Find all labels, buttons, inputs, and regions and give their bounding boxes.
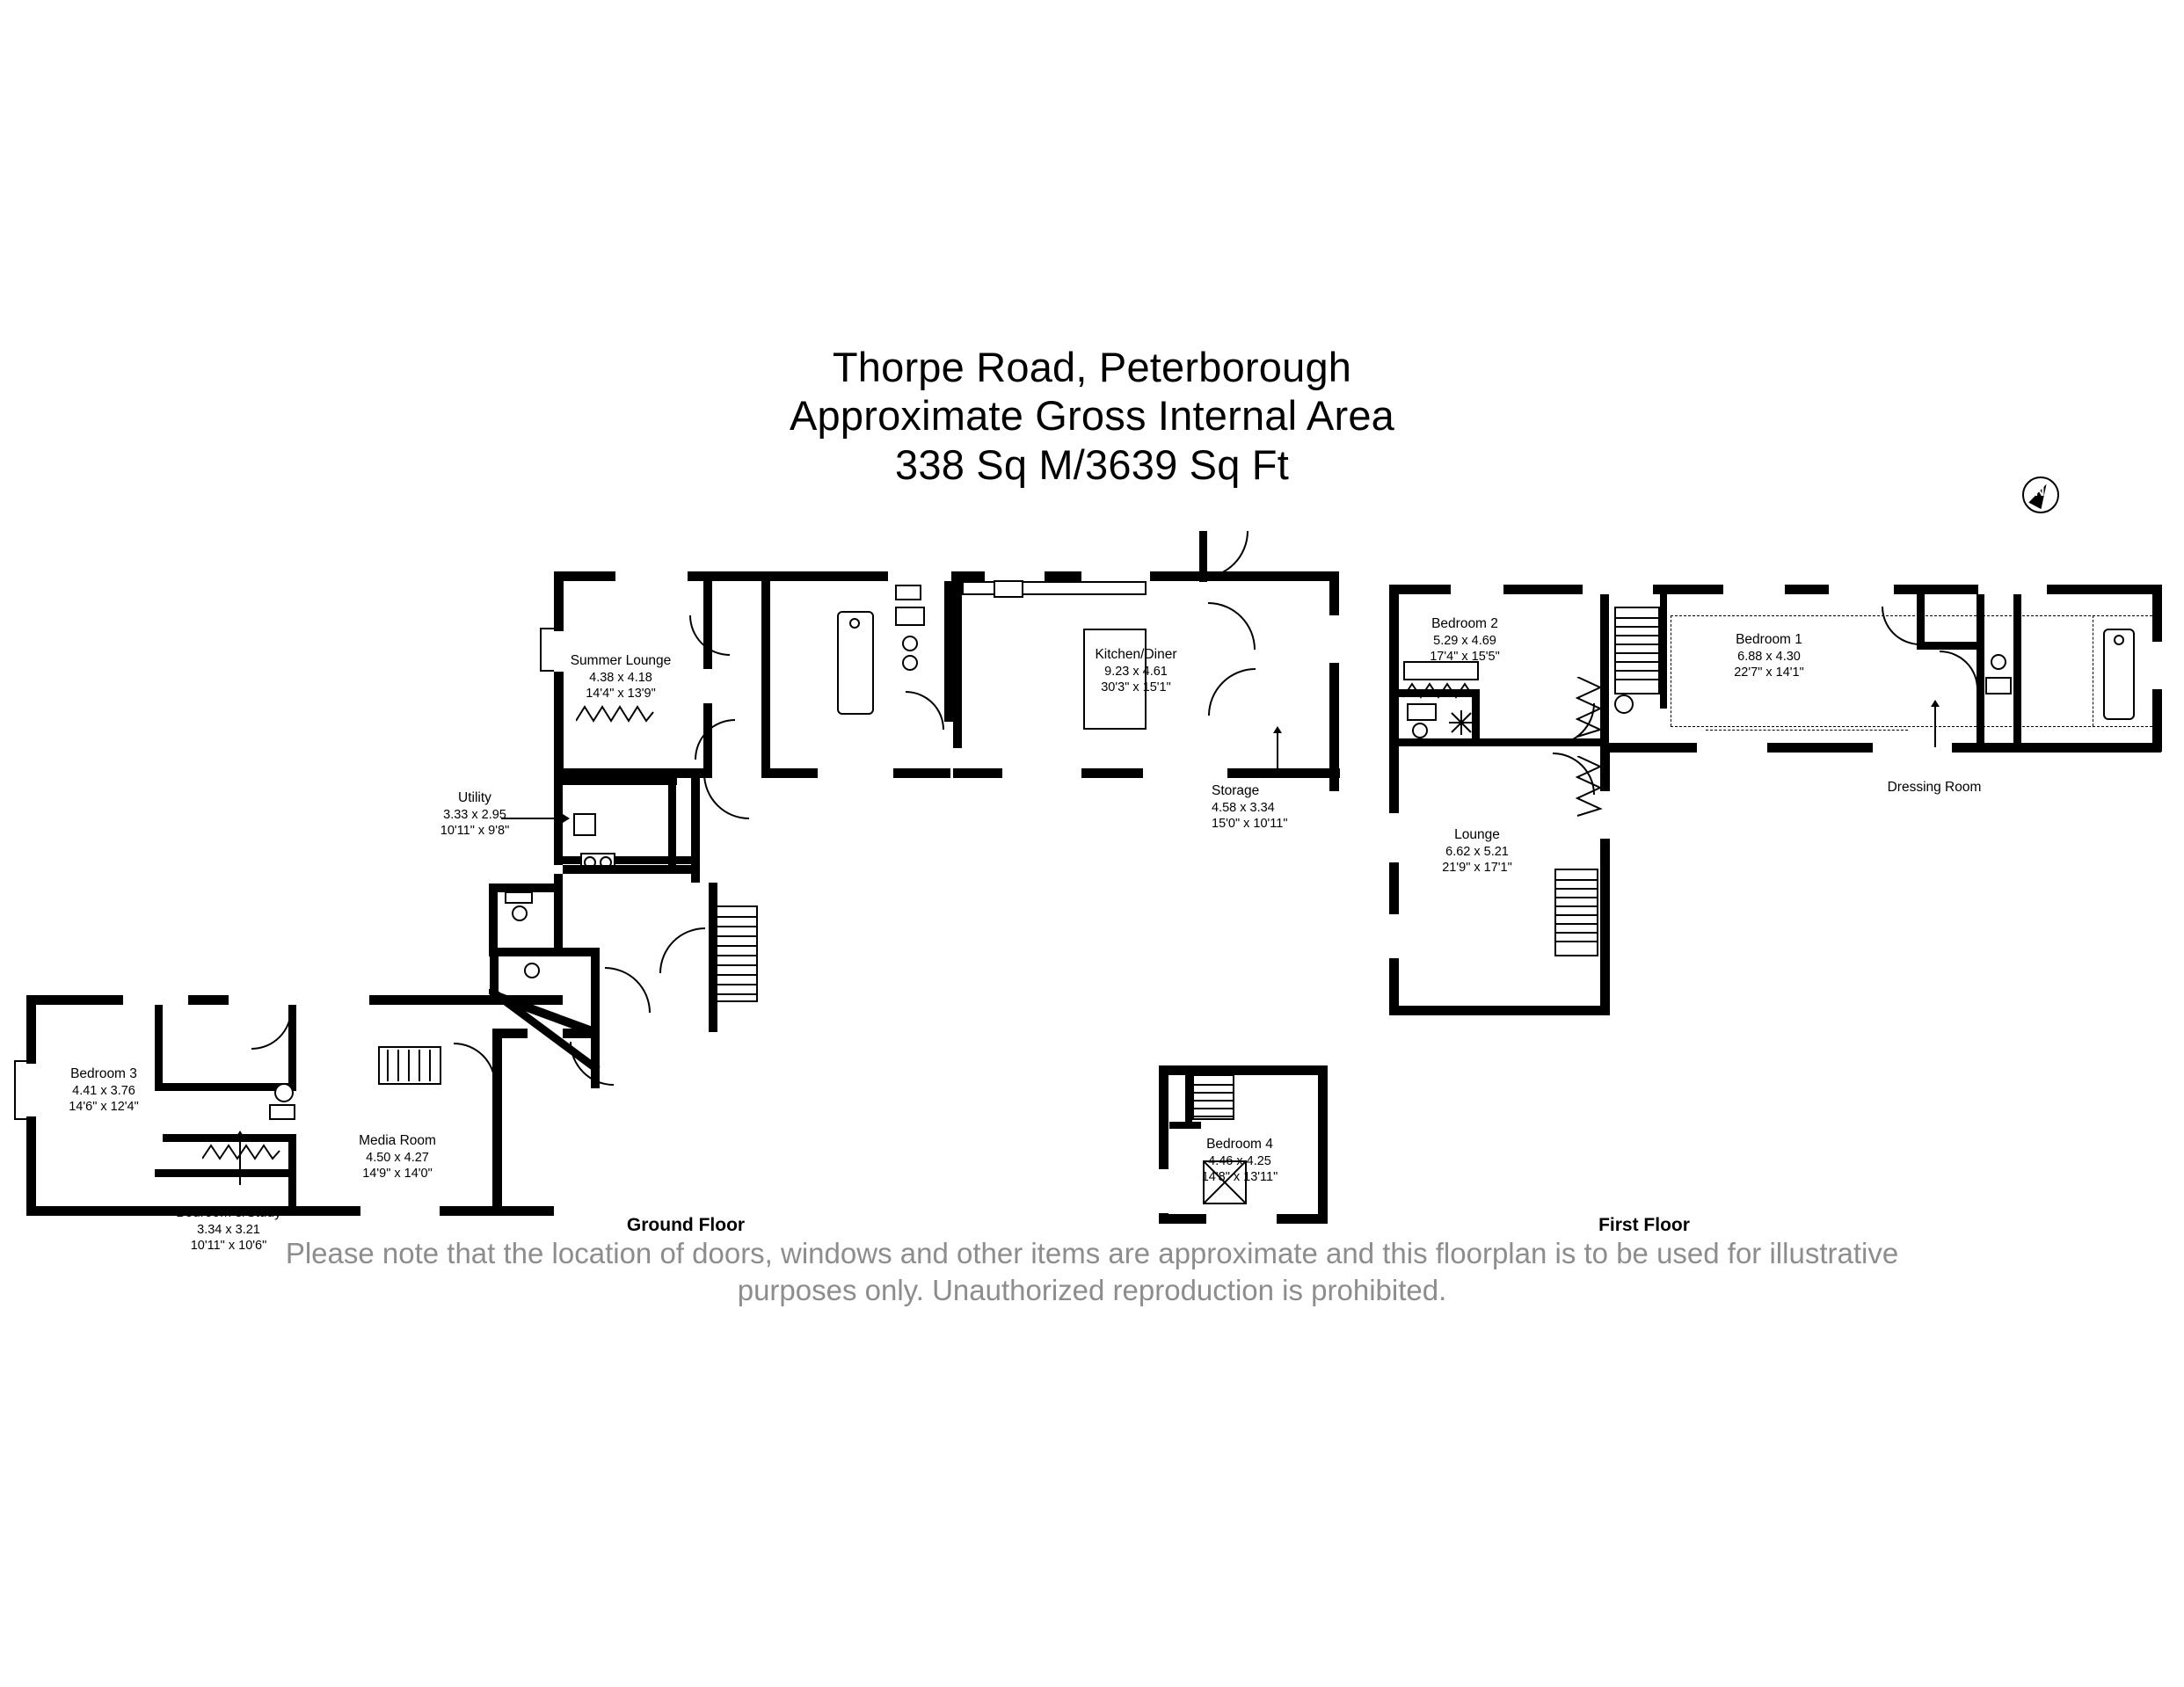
wall-segment (554, 768, 563, 865)
wall-segment (1389, 1006, 1609, 1015)
door-swing-icon (695, 719, 735, 760)
window-opening (888, 571, 951, 581)
wall-segment (2013, 594, 2021, 744)
title-line-area-caption: Approximate Gross Internal Area (789, 392, 1395, 440)
toilet-icon (902, 655, 918, 671)
sink-icon (573, 813, 596, 836)
window-mark (14, 1118, 26, 1120)
toilet-icon (512, 905, 528, 921)
wall-segment (563, 777, 677, 785)
door-swing-icon (1208, 602, 1256, 650)
bath-tap-icon (2114, 635, 2124, 645)
leader-arrowhead (563, 814, 570, 823)
toilet-icon (274, 1083, 294, 1102)
counter-icon (962, 581, 1147, 595)
compass-north-arrow-icon (2022, 476, 2061, 515)
leader-arrowhead (1931, 700, 1940, 707)
wall-segment (1977, 594, 1984, 744)
wall-segment (1917, 642, 1982, 650)
sink-icon (994, 580, 1023, 598)
window-opening (615, 571, 688, 581)
window-opening (1081, 571, 1150, 581)
wall-segment (1660, 594, 1667, 709)
wall-segment (163, 1134, 295, 1142)
floor-label-ground: Ground Floor (626, 1215, 746, 1235)
shower-icon (1449, 710, 1474, 735)
staircase-icon (714, 905, 758, 1002)
floor-label-first: First Floor (1598, 1215, 1690, 1235)
wall-segment (1169, 1122, 1201, 1129)
dashed-outline (1706, 730, 1908, 731)
window-opening (360, 1206, 440, 1216)
leader-line (1277, 730, 1278, 775)
title-line-address: Thorpe Road, Peterborough (832, 344, 1352, 390)
leader-arrowhead (236, 1131, 244, 1138)
window-opening (1583, 585, 1653, 594)
room-label-bedroom-3: Bedroom 3 4.41 x 3.76 14'6" x 12'4" (69, 1066, 139, 1115)
grate-bar (408, 1050, 410, 1081)
compass-north-label: N (2035, 484, 2045, 499)
wall-segment (1185, 1074, 1192, 1123)
window-opening (1143, 768, 1227, 778)
room-label-utility: Utility 3.33 x 2.95 10'11" x 9'8" (440, 790, 510, 839)
room-label-dressing-room: Dressing Room (1887, 780, 1982, 795)
sink-icon (1407, 703, 1437, 721)
grate-bar (419, 1050, 420, 1081)
staircase-icon (1554, 869, 1598, 956)
door-swing-icon (689, 615, 730, 656)
disclaimer-line-1: Please note that the location of doors, windows and other items are approximate and this floorplan is to be used for illustrative (285, 1237, 1899, 1269)
wall-segment (155, 1169, 295, 1177)
wall-segment (944, 581, 953, 722)
sink-icon (1985, 677, 2012, 694)
door-swing-icon (659, 927, 705, 973)
door-swing-icon (703, 774, 749, 819)
room-label-summer-lounge: Summer Lounge 4.38 x 4.18 14'4" x 13'9" (570, 653, 672, 702)
door-swing-icon (1882, 607, 1920, 645)
wall-segment (1159, 1065, 1328, 1075)
grate-bar (429, 1050, 431, 1081)
room-label-storage: Storage 4.58 x 3.34 15'0" x 10'11" (1212, 783, 1288, 832)
bath-tap-icon (849, 618, 860, 629)
window-opening (1329, 615, 1339, 663)
room-label-bedroom-1: Bedroom 1 6.88 x 4.30 22'7" x 14'1" (1734, 632, 1804, 680)
wall-segment (1329, 571, 1339, 791)
zigzag-partition-icon (1574, 677, 1607, 738)
toilet-icon (1991, 654, 2006, 670)
fireplace-icon (1403, 681, 1479, 701)
window-opening (1389, 914, 1399, 958)
window-opening (1723, 585, 1785, 594)
page-title (0, 343, 2184, 489)
window-opening (1829, 585, 1894, 594)
wall-segment (489, 948, 600, 956)
sink-icon (505, 891, 533, 904)
window-opening (1451, 585, 1503, 594)
wall-segment (761, 581, 770, 778)
sink-icon (895, 607, 925, 626)
wall-segment (668, 777, 676, 865)
dashed-outline (1671, 726, 2152, 727)
window-opening (123, 995, 188, 1005)
window-opening (1697, 743, 1767, 753)
newel-post-icon (1614, 694, 1634, 714)
sink-icon (269, 1104, 295, 1120)
wall-segment (709, 883, 717, 1032)
window-opening (1206, 1214, 1277, 1224)
staircase-icon (1614, 607, 1660, 694)
wall-segment (489, 883, 498, 954)
fireplace-icon (576, 703, 655, 724)
disclaimer-text (0, 1235, 2184, 1309)
wall-segment (563, 865, 700, 874)
room-label-bedroom-2: Bedroom 2 5.29 x 4.69 17'4" x 15'5" (1430, 616, 1500, 665)
window-opening (1002, 768, 1081, 778)
window-opening (1873, 743, 1952, 753)
room-label-lounge: Lounge 6.62 x 5.21 21'9" x 17'1" (1442, 827, 1512, 876)
disclaimer-line-2: purposes only. Unauthorized reproduction is prohibited. (737, 1274, 1447, 1307)
window-mark (14, 1060, 26, 1062)
grate-bar (387, 1050, 389, 1081)
leader-line (1934, 703, 1936, 747)
staircase-icon (1192, 1074, 1234, 1120)
fireplace-icon (202, 1143, 281, 1162)
room-label-bedroom-4: Bedroom 4 4.46 x 4.25 14'8" x 13'11" (1201, 1137, 1278, 1185)
title-line-area-value: 338 Sq M/3639 Sq Ft (895, 440, 1289, 488)
leader-arrowhead (1273, 726, 1282, 733)
window-mark (540, 628, 554, 629)
wall-segment (1199, 531, 1207, 582)
window-opening (1978, 585, 2047, 594)
window-opening (2152, 642, 2162, 689)
window-opening (229, 995, 369, 1005)
window-mark (14, 1060, 16, 1120)
zigzag-partition-icon (1574, 756, 1607, 818)
toilet-icon (902, 636, 918, 651)
leader-line (239, 1134, 241, 1185)
grate-bar (397, 1050, 399, 1081)
door-swing-icon (251, 1009, 292, 1050)
window-opening (818, 768, 893, 778)
room-label-bedroom-5-study: Bedroom 5/Study 3.34 x 3.21 10'11" x 10'6" (176, 1205, 281, 1254)
wall-segment (953, 581, 962, 748)
toilet-icon (1412, 723, 1428, 738)
door-swing-icon (906, 691, 944, 730)
room-label-kitchen-diner: Kitchen/Diner 9.23 x 4.61 30'3" x 15'1" (1095, 647, 1177, 695)
room-label-media-room: Media Room 4.50 x 4.27 14'9" x 14'0" (359, 1133, 436, 1182)
counter-icon (895, 585, 921, 600)
door-swing-icon (1940, 651, 1978, 689)
